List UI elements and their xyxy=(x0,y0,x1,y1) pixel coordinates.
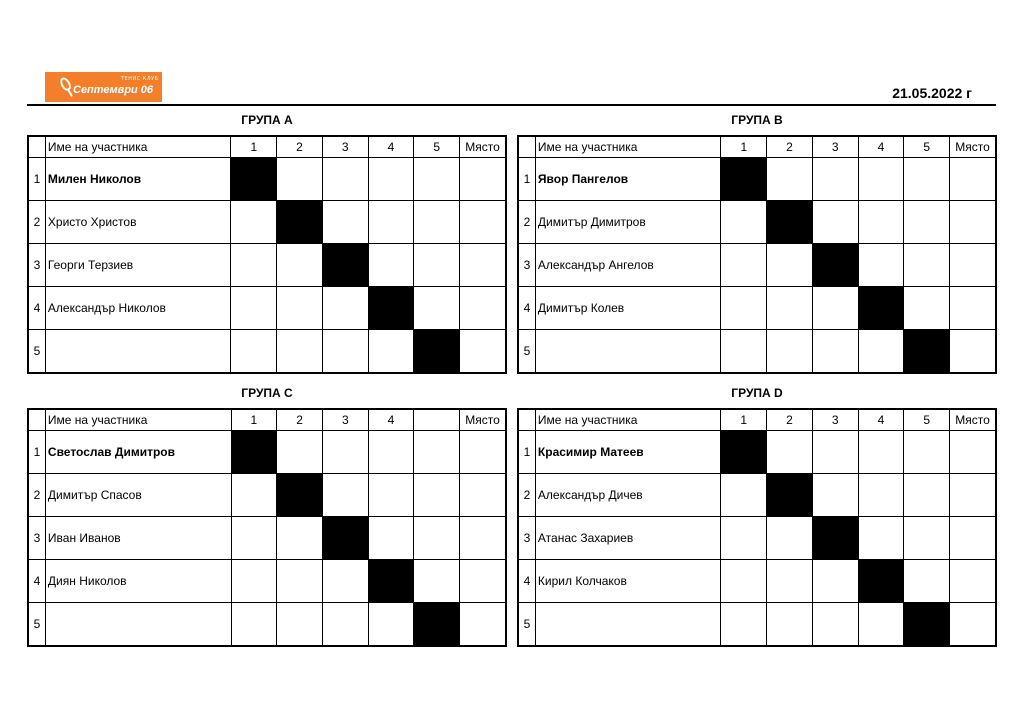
blocked-cell xyxy=(414,330,460,374)
score-cell[interactable] xyxy=(767,287,813,330)
row-number: 1 xyxy=(28,158,45,201)
player-name: Иван Иванов xyxy=(45,517,231,560)
place-cell[interactable] xyxy=(460,158,506,201)
score-cell[interactable] xyxy=(322,431,368,474)
row-number: 4 xyxy=(518,287,535,330)
score-cell[interactable] xyxy=(277,287,323,330)
row-number: 1 xyxy=(518,431,535,474)
table-header-row xyxy=(28,409,506,431)
group-title: ГРУПА B xyxy=(731,113,783,127)
score-cell[interactable] xyxy=(231,560,277,603)
player-name: Кирил Колчаков xyxy=(535,560,720,603)
header-place: Място xyxy=(460,136,506,158)
row-number: 3 xyxy=(518,244,535,287)
blocked-cell xyxy=(368,287,414,330)
player-name: Димитър Димитров xyxy=(535,201,721,244)
score-cell[interactable] xyxy=(414,431,460,474)
player-name: Светослав Димитров xyxy=(45,431,231,474)
score-cell[interactable] xyxy=(767,330,813,374)
place-cell[interactable] xyxy=(950,431,996,474)
row-number: 5 xyxy=(518,330,535,374)
blocked-cell xyxy=(767,474,813,517)
header-name-cell: Име на участника xyxy=(45,409,231,431)
blocked-cell xyxy=(904,603,950,647)
header-col-4: 4 xyxy=(368,409,414,431)
table-row xyxy=(518,287,996,330)
score-cell[interactable] xyxy=(368,603,414,647)
player-name: Явор Пангелов xyxy=(535,158,721,201)
score-cell[interactable] xyxy=(368,330,414,374)
place-cell[interactable] xyxy=(950,158,996,201)
player-name: Милен Николов xyxy=(45,158,231,201)
place-cell[interactable] xyxy=(950,201,996,244)
place-cell[interactable] xyxy=(950,330,996,374)
table-row xyxy=(28,474,506,517)
header-col-5 xyxy=(414,409,460,431)
score-cell[interactable] xyxy=(231,603,277,647)
header-place: Място xyxy=(460,409,506,431)
player-name: Атанас Захариев xyxy=(535,517,720,560)
place-cell[interactable] xyxy=(460,560,506,603)
table-row xyxy=(518,158,996,201)
table-row xyxy=(518,431,996,474)
place-cell[interactable] xyxy=(460,603,506,647)
place-cell[interactable] xyxy=(950,560,996,603)
score-cell[interactable] xyxy=(721,474,767,517)
score-cell[interactable] xyxy=(277,517,323,560)
score-cell[interactable] xyxy=(368,431,414,474)
score-cell[interactable] xyxy=(904,287,950,330)
score-cell[interactable] xyxy=(414,474,460,517)
header-divider xyxy=(27,104,996,106)
blocked-cell xyxy=(231,158,277,201)
score-cell[interactable] xyxy=(231,517,277,560)
score-cell[interactable] xyxy=(858,330,904,374)
header-name-cell: Име на участника xyxy=(535,136,721,158)
header-num-cell xyxy=(28,136,45,158)
score-cell[interactable] xyxy=(767,244,813,287)
table-row xyxy=(518,244,996,287)
score-cell[interactable] xyxy=(904,244,950,287)
table-row xyxy=(518,560,996,603)
table-header-row xyxy=(28,136,506,158)
place-cell[interactable] xyxy=(460,474,506,517)
score-cell[interactable] xyxy=(767,158,813,201)
event-date: 21.05.2022 г xyxy=(892,85,972,101)
row-number: 4 xyxy=(518,560,535,603)
score-cell[interactable] xyxy=(858,603,904,647)
table-row xyxy=(28,287,506,330)
header-col-5: 5 xyxy=(904,409,950,431)
header-col-1: 1 xyxy=(231,409,277,431)
score-cell[interactable] xyxy=(277,330,323,374)
score-cell[interactable] xyxy=(721,603,767,647)
row-number: 2 xyxy=(28,201,45,244)
place-cell[interactable] xyxy=(950,287,996,330)
group-table xyxy=(517,408,997,647)
score-cell[interactable] xyxy=(858,201,904,244)
score-cell[interactable] xyxy=(812,560,858,603)
blocked-cell xyxy=(231,431,277,474)
header-place: Място xyxy=(950,136,996,158)
header-col-3: 3 xyxy=(812,409,858,431)
tennis-racket-icon xyxy=(58,76,73,93)
score-cell[interactable] xyxy=(414,560,460,603)
logo-club-name: Септември 06 xyxy=(73,84,154,96)
table-row xyxy=(28,517,506,560)
score-cell[interactable] xyxy=(812,330,858,374)
score-cell[interactable] xyxy=(322,201,368,244)
score-cell[interactable] xyxy=(368,158,414,201)
score-cell[interactable] xyxy=(858,158,904,201)
row-number: 2 xyxy=(518,201,535,244)
blocked-cell xyxy=(721,431,767,474)
score-cell[interactable] xyxy=(904,201,950,244)
place-cell[interactable] xyxy=(460,517,506,560)
blocked-cell xyxy=(812,517,858,560)
score-cell[interactable] xyxy=(368,201,414,244)
player-name[interactable] xyxy=(45,330,231,374)
place-cell[interactable] xyxy=(460,201,506,244)
club-logo xyxy=(45,72,162,102)
table-row xyxy=(28,330,506,374)
blocked-cell xyxy=(858,560,904,603)
header-place: Място xyxy=(950,409,996,431)
header-col-5: 5 xyxy=(904,136,950,158)
score-cell[interactable] xyxy=(231,244,277,287)
place-cell[interactable] xyxy=(950,603,996,647)
blocked-cell xyxy=(812,244,858,287)
group-title: ГРУПА C xyxy=(241,386,293,400)
player-name[interactable] xyxy=(535,603,720,647)
table-row xyxy=(28,560,506,603)
table-row xyxy=(28,244,506,287)
row-number: 4 xyxy=(28,560,45,603)
score-cell[interactable] xyxy=(414,517,460,560)
blocked-cell xyxy=(322,517,368,560)
row-number: 2 xyxy=(28,474,45,517)
blocked-cell xyxy=(721,158,767,201)
player-name: Александър Дичев xyxy=(535,474,720,517)
score-cell[interactable] xyxy=(721,201,767,244)
score-cell[interactable] xyxy=(368,244,414,287)
player-name: Димитър Колев xyxy=(535,287,721,330)
score-cell[interactable] xyxy=(767,560,813,603)
table-header-row xyxy=(518,409,996,431)
header-col-2: 2 xyxy=(277,136,323,158)
header-col-3: 3 xyxy=(322,409,368,431)
score-cell[interactable] xyxy=(368,517,414,560)
row-number: 1 xyxy=(28,431,45,474)
player-name: Димитър Спасов xyxy=(45,474,231,517)
header-col-3: 3 xyxy=(322,136,368,158)
header-col-2: 2 xyxy=(767,136,813,158)
score-cell[interactable] xyxy=(767,517,813,560)
header-name-cell: Име на участника xyxy=(45,136,231,158)
row-number: 5 xyxy=(28,330,45,374)
row-number: 3 xyxy=(28,244,45,287)
place-cell[interactable] xyxy=(460,330,506,374)
group-table xyxy=(27,135,507,374)
blocked-cell xyxy=(322,244,368,287)
score-cell[interactable] xyxy=(231,474,277,517)
score-cell[interactable] xyxy=(858,244,904,287)
score-cell[interactable] xyxy=(322,330,368,374)
player-name: Георги Терзиев xyxy=(45,244,231,287)
header-col-4: 4 xyxy=(368,136,414,158)
player-name: Александър Николов xyxy=(45,287,231,330)
score-cell[interactable] xyxy=(904,517,950,560)
header-num-cell xyxy=(518,409,535,431)
score-cell[interactable] xyxy=(277,431,323,474)
table-row xyxy=(518,330,996,374)
table-row xyxy=(28,431,506,474)
score-cell[interactable] xyxy=(368,474,414,517)
score-cell[interactable] xyxy=(858,517,904,560)
score-cell[interactable] xyxy=(414,201,460,244)
header-col-4: 4 xyxy=(858,409,904,431)
header-col-1: 1 xyxy=(231,136,277,158)
place-cell[interactable] xyxy=(460,244,506,287)
score-cell[interactable] xyxy=(858,431,904,474)
place-cell[interactable] xyxy=(460,287,506,330)
player-name: Христо Христов xyxy=(45,201,231,244)
header-num-cell xyxy=(28,409,45,431)
score-cell[interactable] xyxy=(904,158,950,201)
row-number: 2 xyxy=(518,474,535,517)
score-cell[interactable] xyxy=(904,474,950,517)
header-col-2: 2 xyxy=(277,409,323,431)
table-header-row xyxy=(518,136,996,158)
blocked-cell xyxy=(414,603,460,647)
group-table xyxy=(27,408,507,647)
player-name[interactable] xyxy=(535,330,721,374)
score-cell[interactable] xyxy=(812,201,858,244)
score-cell[interactable] xyxy=(231,287,277,330)
table-row xyxy=(518,517,996,560)
header-col-4: 4 xyxy=(858,136,904,158)
player-name: Красимир Матеев xyxy=(535,431,720,474)
score-cell[interactable] xyxy=(721,560,767,603)
table-row xyxy=(518,603,996,647)
row-number: 5 xyxy=(518,603,535,647)
table-row xyxy=(28,201,506,244)
row-number: 5 xyxy=(28,603,45,647)
blocked-cell xyxy=(858,287,904,330)
score-cell[interactable] xyxy=(812,158,858,201)
player-name[interactable] xyxy=(45,603,231,647)
score-cell[interactable] xyxy=(812,287,858,330)
place-cell[interactable] xyxy=(950,474,996,517)
score-cell[interactable] xyxy=(767,431,813,474)
header-name-cell: Име на участника xyxy=(535,409,720,431)
row-number: 3 xyxy=(518,517,535,560)
score-cell[interactable] xyxy=(277,560,323,603)
score-cell[interactable] xyxy=(322,603,368,647)
row-number: 3 xyxy=(28,517,45,560)
score-cell[interactable] xyxy=(812,431,858,474)
row-number: 4 xyxy=(28,287,45,330)
logo-club-label: ТЕНИС КЛУБ xyxy=(121,76,159,82)
header-col-2: 2 xyxy=(767,409,813,431)
row-number: 1 xyxy=(518,158,535,201)
place-cell[interactable] xyxy=(950,517,996,560)
table-row xyxy=(518,474,996,517)
score-cell[interactable] xyxy=(231,201,277,244)
score-cell[interactable] xyxy=(721,244,767,287)
player-name: Диян Николов xyxy=(45,560,231,603)
place-cell[interactable] xyxy=(460,431,506,474)
header-col-1: 1 xyxy=(721,409,767,431)
score-cell[interactable] xyxy=(277,603,323,647)
table-row xyxy=(518,201,996,244)
score-cell[interactable] xyxy=(231,330,277,374)
group-title: ГРУПА А xyxy=(241,113,293,127)
blocked-cell xyxy=(767,201,813,244)
score-cell[interactable] xyxy=(721,517,767,560)
score-cell[interactable] xyxy=(721,287,767,330)
score-cell[interactable] xyxy=(277,158,323,201)
score-cell[interactable] xyxy=(721,330,767,374)
group-title: ГРУПА D xyxy=(731,386,783,400)
score-cell[interactable] xyxy=(414,158,460,201)
header-col-1: 1 xyxy=(721,136,767,158)
table-row xyxy=(28,603,506,647)
header-col-5: 5 xyxy=(414,136,460,158)
score-cell[interactable] xyxy=(414,287,460,330)
score-cell[interactable] xyxy=(322,474,368,517)
score-cell[interactable] xyxy=(858,474,904,517)
score-cell[interactable] xyxy=(904,431,950,474)
score-cell[interactable] xyxy=(904,560,950,603)
blocked-cell xyxy=(904,330,950,374)
blocked-cell xyxy=(277,201,323,244)
score-cell[interactable] xyxy=(322,287,368,330)
score-cell[interactable] xyxy=(414,244,460,287)
score-cell[interactable] xyxy=(322,560,368,603)
blocked-cell xyxy=(277,474,323,517)
group-table xyxy=(517,135,997,374)
place-cell[interactable] xyxy=(950,244,996,287)
score-cell[interactable] xyxy=(277,244,323,287)
blocked-cell xyxy=(368,560,414,603)
score-cell[interactable] xyxy=(322,158,368,201)
table-row xyxy=(28,158,506,201)
score-cell[interactable] xyxy=(767,603,813,647)
score-cell[interactable] xyxy=(812,603,858,647)
player-name: Александър Ангелов xyxy=(535,244,721,287)
score-cell[interactable] xyxy=(812,474,858,517)
header-num-cell xyxy=(518,136,535,158)
header-col-3: 3 xyxy=(812,136,858,158)
